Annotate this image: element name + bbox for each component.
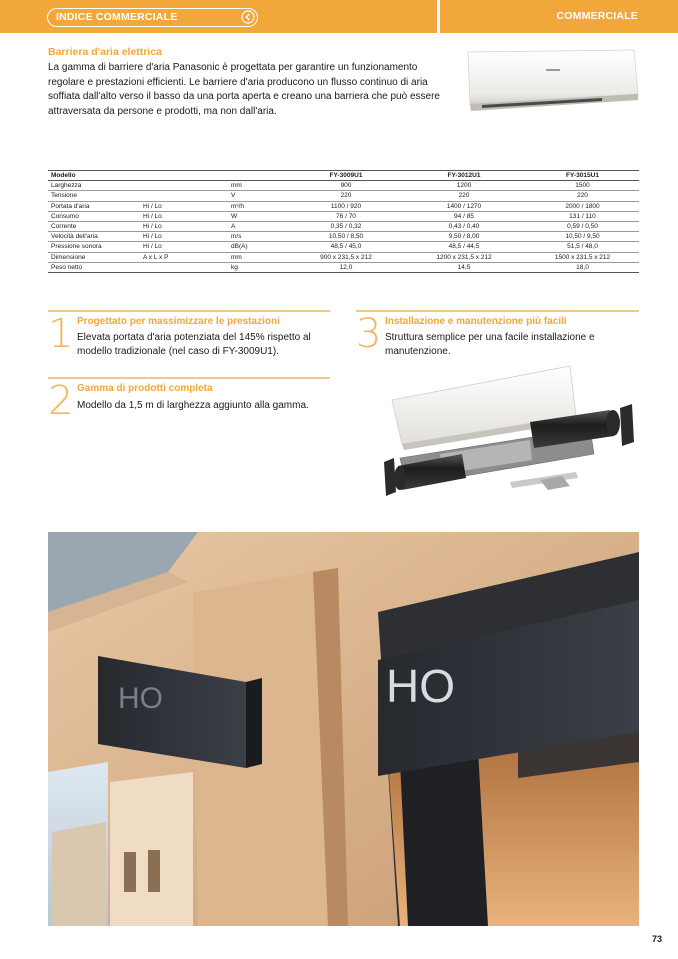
table-cell: 900 x 231,5 x 212 <box>290 252 402 262</box>
table-cell: A x L x P <box>140 252 228 262</box>
feature-3-number: 3 <box>356 311 382 357</box>
feature-1-rule <box>48 310 330 312</box>
table-cell: Hi / Lo <box>140 211 228 221</box>
table-cell: V <box>228 191 290 201</box>
table-cell: Velocità dell'aria <box>48 232 140 242</box>
table-header-cell <box>140 171 228 181</box>
table-cell: Hi / Lo <box>140 201 228 211</box>
table-header-cell <box>228 171 290 181</box>
table-cell: 1200 <box>402 181 526 191</box>
feature-2-rule <box>48 377 330 379</box>
left-sign-text: HO <box>118 682 163 715</box>
table-cell: Hi / Lo <box>140 242 228 252</box>
feature-1-title: Progettato per massimizzare le prestazioni <box>77 316 280 327</box>
table-cell: 18,0 <box>526 262 639 272</box>
table-header-cell: FY-3009U1 <box>290 171 402 181</box>
chevron-left-icon <box>241 10 255 24</box>
intro-title: Barriera d'aria elettrica <box>48 46 162 58</box>
feature-2-text: Modello da 1,5 m di larghezza aggiunto alla gamma. <box>77 400 309 411</box>
feature-2-number: 2 <box>48 378 74 424</box>
table-cell: 0,35 / 0,32 <box>290 221 402 231</box>
table-cell: 1100 / 920 <box>290 201 402 211</box>
index-label: INDICE COMMERCIALE <box>56 11 178 23</box>
table-cell: Larghezza <box>48 181 140 191</box>
table-row <box>48 221 639 231</box>
table-row <box>48 232 639 242</box>
table-cell: 14,5 <box>402 262 526 272</box>
table-cell: Peso netto <box>48 262 140 272</box>
feature-2-title: Gamma di prodotti completa <box>77 383 213 394</box>
table-row <box>48 191 639 201</box>
table-cell: A <box>228 221 290 231</box>
table-cell: 220 <box>402 191 526 201</box>
header-bar <box>0 0 678 33</box>
index-link[interactable] <box>47 8 258 27</box>
table-row <box>48 181 639 191</box>
table-header-cell: Modello <box>48 171 140 181</box>
table-row <box>48 211 639 221</box>
table-cell: kg <box>228 262 290 272</box>
table-cell: mm <box>228 252 290 262</box>
table-cell: 48,5 / 45,0 <box>290 242 402 252</box>
table-cell: 0,59 / 0,50 <box>526 221 639 231</box>
table-cell: 1500 <box>526 181 639 191</box>
spec-table <box>48 170 639 273</box>
table-row <box>48 252 639 262</box>
table-cell: 48,5 / 44,5 <box>402 242 526 252</box>
feature-3-rule <box>356 310 639 312</box>
table-cell: Tensione <box>48 191 140 201</box>
table-cell: Corrente <box>48 221 140 231</box>
storefront-photo <box>48 532 639 926</box>
table-cell: dB(A) <box>228 242 290 252</box>
table-cell: Hi / Lo <box>140 221 228 231</box>
table-cell: 0,43 / 0,40 <box>402 221 526 231</box>
table-cell <box>140 191 228 201</box>
feature-3-title: Installazione e manutenzione più facili <box>385 316 567 327</box>
table-cell: 76 / 70 <box>290 211 402 221</box>
table-cell: W <box>228 211 290 221</box>
feature-1-text: Elevata portata d'aria potenziata del 145% rispetto al modello tradizionale (nel caso di FY-3009U1). <box>77 332 311 357</box>
table-cell: 2000 / 1800 <box>526 201 639 211</box>
feature-1-number: 1 <box>48 311 74 357</box>
table-cell: 51,5 / 48,0 <box>526 242 639 252</box>
table-cell: 1200 x 231,5 x 212 <box>402 252 526 262</box>
table-cell: Pressione sonora <box>48 242 140 252</box>
table-header-cell: FY-3012U1 <box>402 171 526 181</box>
spec-table-header <box>48 171 639 181</box>
table-cell <box>140 262 228 272</box>
table-row <box>48 242 639 252</box>
table-cell: Dimensione <box>48 252 140 262</box>
table-cell: 220 <box>526 191 639 201</box>
table-cell: Consumo <box>48 211 140 221</box>
table-cell: m³/h <box>228 201 290 211</box>
table-cell: 10,50 / 9,50 <box>526 232 639 242</box>
table-cell: 220 <box>290 191 402 201</box>
table-header-cell: FY-3015U1 <box>526 171 639 181</box>
table-row <box>48 262 639 272</box>
header-divider <box>437 0 440 33</box>
table-cell: 900 <box>290 181 402 191</box>
table-cell: Hi / Lo <box>140 232 228 242</box>
table-cell: 1400 / 1270 <box>402 201 526 211</box>
table-cell: Portata d'aria <box>48 201 140 211</box>
table-cell: 9,50 / 8,00 <box>402 232 526 242</box>
table-cell: mm <box>228 181 290 191</box>
table-cell: 12,0 <box>290 262 402 272</box>
table-cell: 10,50 / 8,50 <box>290 232 402 242</box>
air-curtain-product-image <box>462 48 640 114</box>
table-cell <box>140 181 228 191</box>
table-cell: 1500 x 231,5 x 212 <box>526 252 639 262</box>
intro-text: La gamma di barriere d'aria Panasonic è progettata per garantire un funzionamento regolare e prestazioni efficienti. Le barriere d'aria producono un flusso continuo di aria soffiata dall'alto verso il basso da una porta aperta e creano una barriera che può essere attraversata da persone e prodotti, ma non dall'aria. <box>48 62 440 117</box>
table-cell: 131 / 110 <box>526 211 639 221</box>
right-sign-text: HO <box>386 660 455 712</box>
table-cell: 94 / 85 <box>402 211 526 221</box>
page-number: 73 <box>651 934 662 944</box>
section-label: COMMERCIALE <box>556 10 638 22</box>
feature-3-text: Struttura semplice per una facile installazione e manutenzione. <box>385 332 595 357</box>
air-curtain-exploded-image <box>380 362 642 502</box>
table-row <box>48 201 639 211</box>
table-cell: m/s <box>228 232 290 242</box>
